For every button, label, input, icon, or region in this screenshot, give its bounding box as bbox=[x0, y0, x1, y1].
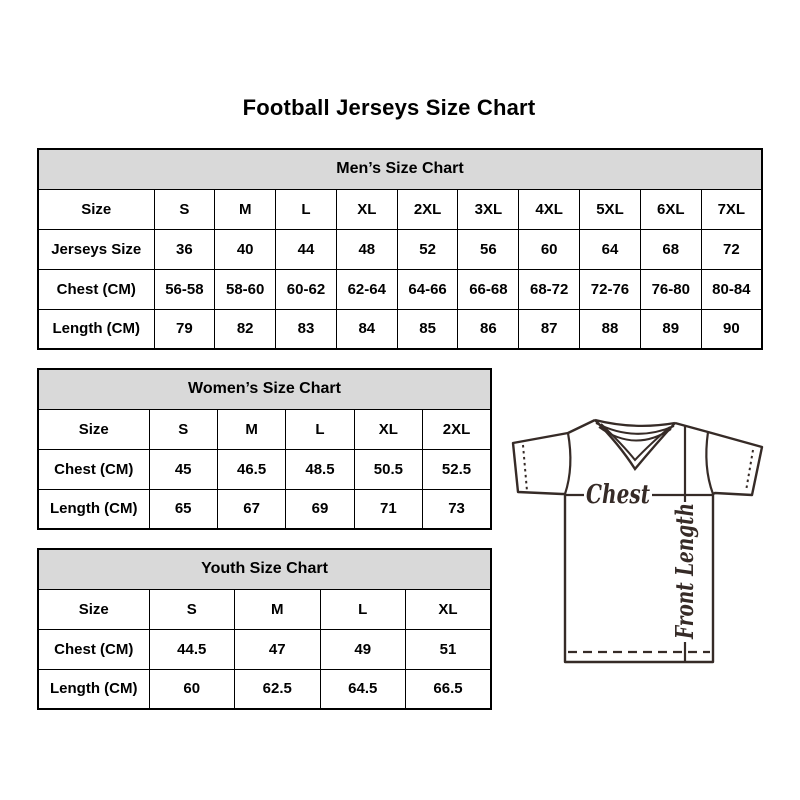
table-row bbox=[38, 589, 491, 629]
left-cuff-stitch-line bbox=[523, 445, 527, 491]
youth-size-table bbox=[37, 548, 492, 710]
size-value-cell: 50.5 bbox=[354, 449, 422, 489]
size-value-cell: 64.5 bbox=[320, 669, 406, 709]
size-value-cell: 68 bbox=[640, 229, 701, 269]
size-value-cell: 86 bbox=[458, 309, 519, 349]
table-row bbox=[38, 269, 762, 309]
row-header-cell: Length (CM) bbox=[38, 669, 149, 709]
row-header-cell: Size bbox=[38, 409, 149, 449]
table-row bbox=[38, 629, 491, 669]
size-value-cell: 4XL bbox=[519, 189, 580, 229]
size-value-cell: M bbox=[235, 589, 321, 629]
size-value-cell: 76-80 bbox=[640, 269, 701, 309]
size-value-cell: 48.5 bbox=[286, 449, 354, 489]
size-value-cell: 36 bbox=[154, 229, 215, 269]
row-header-cell: Length (CM) bbox=[38, 309, 154, 349]
size-value-cell: L bbox=[276, 189, 337, 229]
size-value-cell: 62.5 bbox=[235, 669, 321, 709]
size-value-cell: 56-58 bbox=[154, 269, 215, 309]
size-value-cell: 84 bbox=[336, 309, 397, 349]
table-row bbox=[38, 189, 762, 229]
size-value-cell: L bbox=[286, 409, 354, 449]
size-value-cell: XL bbox=[406, 589, 492, 629]
right-armhole-seam bbox=[706, 432, 713, 494]
size-value-cell: 6XL bbox=[640, 189, 701, 229]
size-value-cell: 66-68 bbox=[458, 269, 519, 309]
size-value-cell: 88 bbox=[580, 309, 641, 349]
size-value-cell: 67 bbox=[217, 489, 285, 529]
size-value-cell: 69 bbox=[286, 489, 354, 529]
row-header-cell: Chest (CM) bbox=[38, 629, 149, 669]
jersey-measurement-diagram bbox=[503, 412, 768, 667]
table-title-row bbox=[38, 149, 762, 189]
size-value-cell: 48 bbox=[336, 229, 397, 269]
size-value-cell: L bbox=[320, 589, 406, 629]
size-value-cell: S bbox=[154, 189, 215, 229]
table-row bbox=[38, 409, 491, 449]
size-value-cell: 71 bbox=[354, 489, 422, 529]
size-value-cell: 72-76 bbox=[580, 269, 641, 309]
table-title: Youth Size Chart bbox=[38, 549, 491, 589]
size-value-cell: 60-62 bbox=[276, 269, 337, 309]
table-title: Women’s Size Chart bbox=[38, 369, 491, 409]
table-row bbox=[38, 449, 491, 489]
mens-size-table bbox=[37, 148, 763, 350]
size-value-cell: 64-66 bbox=[397, 269, 458, 309]
size-value-cell: 80-84 bbox=[701, 269, 762, 309]
size-value-cell: 47 bbox=[235, 629, 321, 669]
size-value-cell: 60 bbox=[519, 229, 580, 269]
table-title-row bbox=[38, 549, 491, 589]
size-value-cell: S bbox=[149, 589, 235, 629]
size-value-cell: 5XL bbox=[580, 189, 641, 229]
size-value-cell: XL bbox=[354, 409, 422, 449]
size-value-cell: M bbox=[217, 409, 285, 449]
size-value-cell: 64 bbox=[580, 229, 641, 269]
chest-label: Chest bbox=[586, 480, 650, 510]
size-value-cell: 79 bbox=[154, 309, 215, 349]
table-row bbox=[38, 489, 491, 529]
size-value-cell: 44.5 bbox=[149, 629, 235, 669]
right-cuff-stitch-line bbox=[746, 450, 753, 491]
table-title: Men’s Size Chart bbox=[38, 149, 762, 189]
size-value-cell: 52 bbox=[397, 229, 458, 269]
size-value-cell: 73 bbox=[423, 489, 491, 529]
jersey-outline-icon bbox=[503, 412, 768, 667]
size-value-cell: 44 bbox=[276, 229, 337, 269]
table-row bbox=[38, 669, 491, 709]
size-value-cell: 58-60 bbox=[215, 269, 276, 309]
size-value-cell: 46.5 bbox=[217, 449, 285, 489]
size-value-cell: 83 bbox=[276, 309, 337, 349]
size-value-cell: 60 bbox=[149, 669, 235, 709]
size-value-cell: 65 bbox=[149, 489, 217, 529]
size-value-cell: 3XL bbox=[458, 189, 519, 229]
size-value-cell: XL bbox=[336, 189, 397, 229]
size-value-cell: 2XL bbox=[397, 189, 458, 229]
size-value-cell: 7XL bbox=[701, 189, 762, 229]
left-armhole-seam bbox=[565, 433, 570, 494]
size-value-cell: 72 bbox=[701, 229, 762, 269]
table-row bbox=[38, 229, 762, 269]
row-header-cell: Jerseys Size bbox=[38, 229, 154, 269]
size-value-cell: 52.5 bbox=[423, 449, 491, 489]
size-value-cell: S bbox=[149, 409, 217, 449]
size-value-cell: 2XL bbox=[423, 409, 491, 449]
size-value-cell: 40 bbox=[215, 229, 276, 269]
size-value-cell: 85 bbox=[397, 309, 458, 349]
collar-top-line bbox=[595, 420, 675, 426]
size-value-cell: 66.5 bbox=[406, 669, 492, 709]
table-row bbox=[38, 309, 762, 349]
page-title: Football Jerseys Size Chart bbox=[242, 95, 536, 120]
womens-size-table bbox=[37, 368, 492, 530]
size-value-cell: 87 bbox=[519, 309, 580, 349]
row-header-cell: Size bbox=[38, 589, 149, 629]
size-value-cell: 89 bbox=[640, 309, 701, 349]
size-value-cell: 51 bbox=[406, 629, 492, 669]
size-value-cell: 68-72 bbox=[519, 269, 580, 309]
row-header-cell: Chest (CM) bbox=[38, 269, 154, 309]
row-header-cell: Chest (CM) bbox=[38, 449, 149, 489]
size-value-cell: 82 bbox=[215, 309, 276, 349]
front-length-label: Front Length bbox=[670, 461, 699, 639]
size-value-cell: 45 bbox=[149, 449, 217, 489]
size-value-cell: 62-64 bbox=[336, 269, 397, 309]
size-value-cell: 49 bbox=[320, 629, 406, 669]
row-header-cell: Length (CM) bbox=[38, 489, 149, 529]
size-value-cell: 56 bbox=[458, 229, 519, 269]
size-value-cell: 90 bbox=[701, 309, 762, 349]
row-header-cell: Size bbox=[38, 189, 154, 229]
table-title-row bbox=[38, 369, 491, 409]
size-value-cell: M bbox=[215, 189, 276, 229]
